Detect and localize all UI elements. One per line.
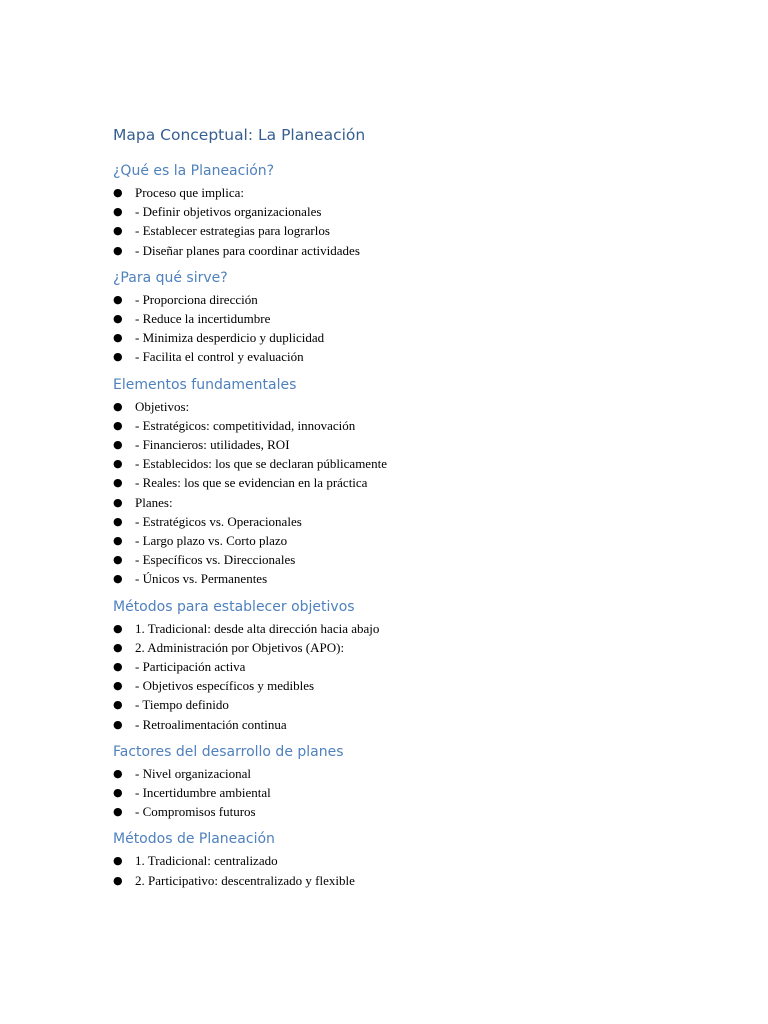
- list-item-text: - Objetivos específicos y medibles: [135, 678, 315, 694]
- list-item-text: 1. Tradicional: centralizado: [135, 853, 278, 869]
- section: [113, 740, 713, 822]
- list-item-text: - Tiempo definido: [135, 697, 229, 713]
- bullet-icon: ●: [113, 873, 123, 887]
- list-item: [113, 569, 713, 588]
- list-item: [113, 309, 713, 328]
- bullet-list: [113, 183, 713, 260]
- bullet-icon: ●: [113, 553, 123, 567]
- list-item-text: 2. Participativo: descentralizado y flexible: [135, 872, 355, 888]
- list-item: [113, 764, 713, 783]
- list-item: [113, 802, 713, 821]
- bullet-icon: ●: [113, 224, 123, 238]
- section: [113, 827, 713, 889]
- bullet-list: [113, 764, 713, 822]
- section-heading: ¿Para qué sirve?: [113, 269, 228, 286]
- bullet-icon: ●: [113, 854, 123, 868]
- list-item: [113, 347, 713, 366]
- list-item: [113, 512, 713, 531]
- list-item: [113, 241, 713, 260]
- bullet-icon: ●: [113, 418, 123, 432]
- section: [113, 595, 713, 734]
- list-item-text: - Únicos vs. Permanentes: [135, 571, 268, 587]
- list-item: [113, 328, 713, 347]
- list-item-text: - Financieros: utilidades, ROI: [135, 437, 290, 453]
- section-heading: Factores del desarrollo de planes: [113, 743, 344, 760]
- list-item: [113, 435, 713, 454]
- section: [113, 266, 713, 367]
- list-item: [113, 290, 713, 309]
- bullet-icon: ●: [113, 186, 123, 199]
- bullet-icon: ●: [113, 205, 123, 219]
- bullet-icon: ●: [113, 350, 123, 364]
- bullet-icon: ●: [113, 495, 123, 509]
- list-item: [113, 473, 713, 492]
- list-item: [113, 715, 713, 734]
- list-item: [113, 531, 713, 550]
- bullet-icon: ●: [113, 698, 123, 712]
- bullet-icon: ●: [113, 786, 123, 800]
- bullet-icon: ●: [113, 572, 123, 586]
- bullet-icon: ●: [113, 805, 123, 819]
- list-item-text: - Participación activa: [135, 659, 246, 675]
- bullet-list: [113, 290, 713, 367]
- document-content: [113, 123, 713, 896]
- list-item-text: - Específicos vs. Direccionales: [135, 552, 296, 568]
- bullet-icon: ●: [113, 766, 123, 780]
- bullet-icon: ●: [113, 534, 123, 548]
- bullet-list: [113, 619, 713, 734]
- bullet-icon: ●: [113, 679, 123, 693]
- bullet-list: [113, 851, 713, 889]
- document-title: Mapa Conceptual: La Planeación: [113, 126, 366, 144]
- list-item-text: - Estratégicos: competitividad, innovación: [135, 417, 356, 433]
- list-item: [113, 221, 713, 240]
- bullet-icon: ●: [113, 243, 123, 257]
- list-item-text: - Facilita el control y evaluación: [135, 349, 304, 365]
- list-item-text: Objetivos:: [135, 398, 190, 414]
- list-item-text: - Incertidumbre ambiental: [135, 785, 271, 801]
- section: [113, 159, 713, 260]
- list-item: [113, 638, 713, 657]
- list-item-text: - Retroalimentación continua: [135, 716, 287, 732]
- list-item: [113, 397, 713, 416]
- bullet-icon: ●: [113, 292, 123, 306]
- section: [113, 373, 713, 589]
- list-item: [113, 550, 713, 569]
- list-item-text: - Reduce la incertidumbre: [135, 311, 271, 327]
- list-item: [113, 416, 713, 435]
- section-heading: ¿Qué es la Planeación?: [113, 163, 275, 179]
- section-heading: Elementos fundamentales: [113, 376, 297, 393]
- list-item: [113, 676, 713, 695]
- list-item-text: Proceso que implica:: [135, 185, 245, 200]
- list-item-text: 2. Administración por Objetivos (APO):: [135, 639, 345, 655]
- list-item-text: Planes:: [135, 494, 173, 510]
- list-item: [113, 183, 713, 202]
- bullet-icon: ●: [113, 717, 123, 731]
- sections-container: [113, 159, 713, 890]
- list-item-text: - Establecidos: los que se declaran públicamente: [135, 456, 387, 472]
- list-item: [113, 202, 713, 221]
- bullet-icon: ●: [113, 399, 123, 413]
- list-item-text: - Definir objetivos organizacionales: [135, 204, 322, 220]
- bullet-icon: ●: [113, 476, 123, 490]
- section-heading: Métodos de Planeación: [113, 831, 275, 848]
- list-item-text: - Minimiza desperdicio y duplicidad: [135, 330, 325, 346]
- list-item-text: - Establecer estrategias para lograrlos: [135, 223, 330, 239]
- list-item-text: - Largo plazo vs. Corto plazo: [135, 533, 288, 549]
- bullet-icon: ●: [113, 438, 123, 452]
- bullet-icon: ●: [113, 514, 123, 528]
- list-item: [113, 783, 713, 802]
- list-item: [113, 493, 713, 512]
- list-item: [113, 619, 713, 638]
- list-item-text: - Reales: los que se evidencian en la práctica: [135, 475, 368, 491]
- list-item-text: - Proporciona dirección: [135, 291, 258, 307]
- bullet-list: [113, 397, 713, 589]
- list-item: [113, 695, 713, 714]
- list-item: [113, 851, 713, 870]
- bullet-icon: ●: [113, 312, 123, 326]
- bullet-icon: ●: [113, 660, 123, 674]
- list-item: [113, 871, 713, 890]
- list-item-text: - Diseñar planes para coordinar actividades: [135, 242, 360, 258]
- section-heading: Métodos para establecer objetivos: [113, 598, 355, 615]
- list-item-text: - Compromisos futuros: [135, 804, 256, 820]
- list-item: [113, 454, 713, 473]
- bullet-icon: ●: [113, 331, 123, 345]
- list-item-text: - Nivel organizacional: [135, 765, 251, 781]
- bullet-icon: ●: [113, 640, 123, 654]
- list-item: [113, 657, 713, 676]
- list-item-text: - Estratégicos vs. Operacionales: [135, 513, 302, 529]
- list-item-text: 1. Tradicional: desde alta dirección hacia abajo: [135, 620, 380, 636]
- bullet-icon: ●: [113, 457, 123, 471]
- bullet-icon: ●: [113, 621, 123, 635]
